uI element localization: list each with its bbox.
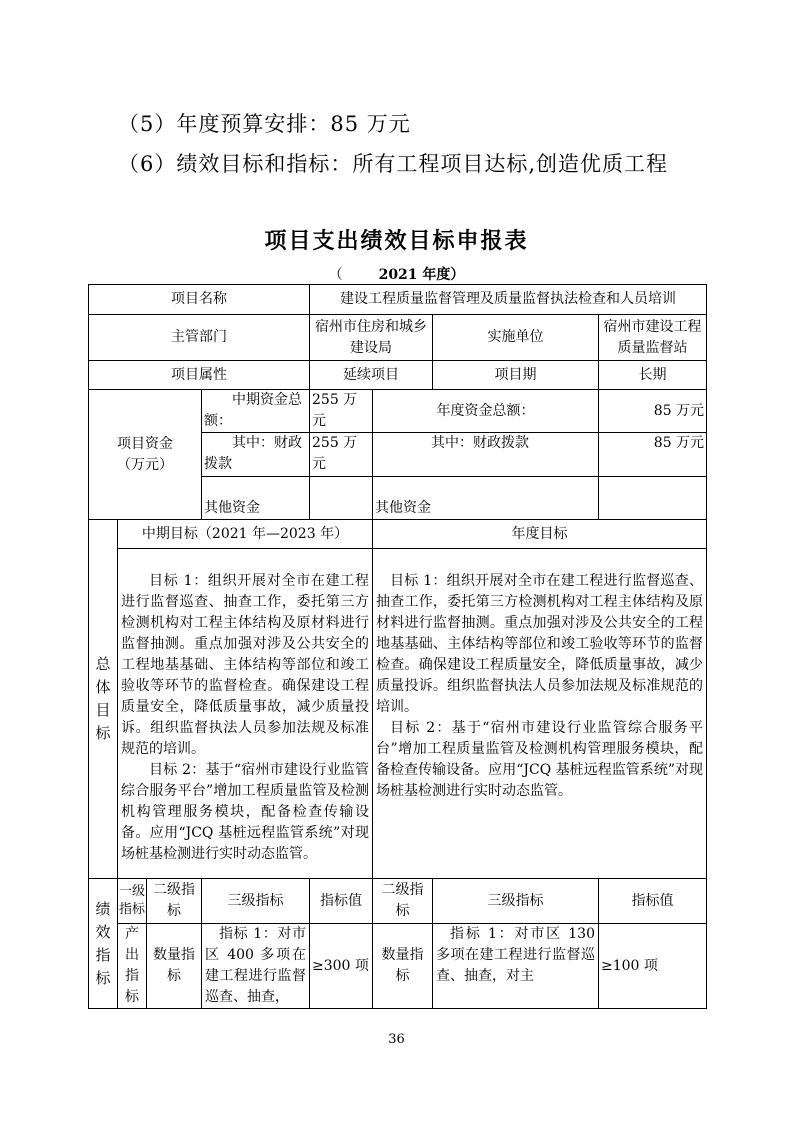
row1-lvl2-annual: 数量指标 <box>373 924 433 1009</box>
overall-goal-label: 总体目标 <box>89 520 118 879</box>
row1-lvl1: 产出指标 <box>118 924 147 1009</box>
row1-lvl3-annual: 指标 1：对市区 130 多项在建工程进行监督巡查、抽查，对主 <box>433 924 599 1009</box>
lvl1-head: 一级指标 <box>118 879 147 924</box>
annual-fiscal-label: 其中：财政拨款 <box>373 433 599 477</box>
funds-label: 项目资金（万元） <box>89 390 202 520</box>
performance-goal-paragraph: （6）绩效目标和指标：所有工程项目达标,创造优质工程 <box>118 152 669 176</box>
annual-goal-2: 目标 2：基于“宿州市建设行业监管综合服务平台”增加工程质量监管及检测机构管理服务模块，配备检查传输设备。应用“JCQ 基桩远程监管系统”对现场桩基检测进行实时动态监管。 <box>376 720 704 799</box>
lvl2-head: 二级指标 <box>147 879 202 924</box>
attr-label: 项目属性 <box>89 361 310 390</box>
budget-paragraph: （5）年度预算安排：85 万元 <box>118 112 411 136</box>
row1-value: ≥300 项 <box>310 924 373 1009</box>
mid-goal-head: 中期目标（2021 年—2023 年） <box>118 520 373 549</box>
value-head: 指标值 <box>310 879 373 924</box>
project-name-label: 项目名称 <box>89 285 310 315</box>
mid-other-label: 其他资金 <box>202 477 310 520</box>
impl-value: 宿州市建设工程质量监督站 <box>599 315 707 361</box>
annual-other-value <box>599 477 707 520</box>
mid-fiscal-value: 255 万元 <box>310 433 373 477</box>
dept-value: 宿州市住房和城乡建设局 <box>310 315 433 361</box>
lvl3-head-annual: 三级指标 <box>433 879 599 924</box>
mid-total-label: 中期资金总额： <box>202 390 310 433</box>
annual-fiscal-value: 85 万元 <box>599 433 707 477</box>
page-number: 36 <box>388 1032 405 1047</box>
row1-lvl3: 指标 1：对市区 400 多项在建工程进行监督巡查、抽查， <box>202 924 310 1009</box>
annual-total-value: 85 万元 <box>599 390 707 433</box>
attr-value: 延续项目 <box>310 361 433 390</box>
value-head-annual: 指标值 <box>599 879 707 924</box>
lvl2-head-annual: 二级指标 <box>373 879 433 924</box>
mid-fiscal-label: 其中：财政拨款 <box>202 433 310 477</box>
perf-indicator-label: 绩效指标 <box>89 879 118 1009</box>
project-name-value: 建设工程质量监督管理及质量监督执法检查和人员培训 <box>310 285 707 315</box>
period-label: 项目期 <box>433 361 599 390</box>
mid-total-value: 255 万元 <box>310 390 373 433</box>
annual-goal-text <box>373 549 707 879</box>
mid-goal-1: 目标 1：组织开展对全市在建工程进行监督巡查、抽查工作，委托第三方检测机构对工程主体结构及原材料进行监督抽测。重点加强对涉及公共安全的工程地基基础、主体结构等部位和竣工验收等环节的监督检查。确保建设工程质量安全，降低质量事故，减少质量投诉。组织监督执法人员参加法规及标准规范的培训。 <box>121 573 369 757</box>
row1-lvl2: 数量指标 <box>147 924 202 1009</box>
lvl3-head: 三级指标 <box>202 879 310 924</box>
annual-goal-head: 年度目标 <box>373 520 707 549</box>
annual-goal-1: 目标 1：组织开展对全市在建工程进行监督巡查、抽查工作，委托第三方检测机构对工程主体结构及原材料进行监督抽测。重点加强对涉及公共安全的工程地基基础、主体结构等部位和竣工验收等环节的监督检查。确保建设工程质量安全，降低质量事故，减少质量投诉。组织监督执法人员参加法规及标准规范的培训。 <box>376 573 704 715</box>
performance-target-table <box>88 284 707 1009</box>
annual-other-label: 其他资金 <box>373 477 599 520</box>
year-text: 2021 年度） <box>378 267 465 283</box>
row1-value-annual: ≥100 项 <box>599 924 707 1009</box>
impl-label: 实施单位 <box>433 315 599 361</box>
form-title: 项目支出绩效目标申报表 <box>264 229 529 254</box>
mid-goal-text <box>118 549 373 879</box>
mid-other-value <box>310 477 373 520</box>
mid-goal-2: 目标 2：基于“宿州市建设行业监管综合服务平台”增加工程质量监管及检测机构管理服务模块，配备检查传输设备。应用“JCQ 基桩远程监管系统”对现场桩基检测进行实时动态监管。 <box>121 762 369 862</box>
dept-label: 主管部门 <box>89 315 310 361</box>
form-year <box>0 264 793 284</box>
annual-total-label: 年度资金总额： <box>373 390 599 433</box>
period-value: 长期 <box>599 361 707 390</box>
year-open-paren: （ <box>328 267 343 283</box>
